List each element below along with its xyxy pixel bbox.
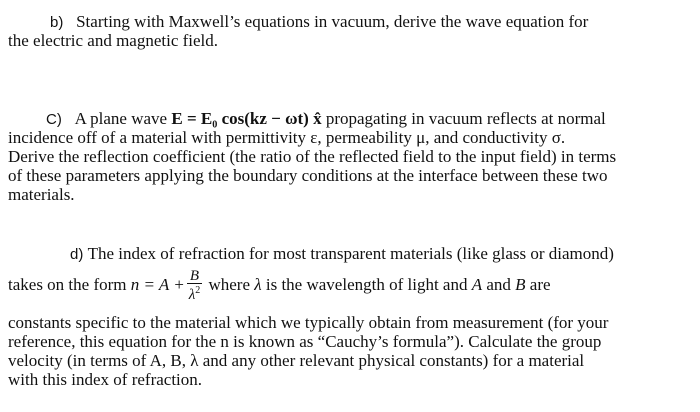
question-c-text-4: of these parameters applying the boundary conditions at the interface between these two xyxy=(8,166,608,185)
question-b xyxy=(8,12,692,50)
formula-where: where xyxy=(208,275,250,294)
question-d-text-1: The index of refraction for most transparent materials (like glass or diamond) xyxy=(87,244,614,263)
question-b-text-1: Starting with Maxwell’s equations in vacuum, derive the wave equation for xyxy=(76,12,589,31)
formula-prefix: takes on the form xyxy=(8,275,127,294)
question-b-label: b) xyxy=(50,14,64,31)
question-d-text-5: velocity (in terms of A, B, λ and any other relevant physical constants) for a material xyxy=(8,351,585,370)
question-c-text-2: incidence off of a material with permittivity ε, permeability μ, and conductivity σ. xyxy=(8,128,566,147)
question-c-intro: A plane wave xyxy=(74,109,168,128)
question-b-text-2: the electric and magnetic field. xyxy=(8,31,219,50)
formula-denominator xyxy=(187,284,203,302)
question-c-line-1 xyxy=(8,109,692,128)
formula-and: and xyxy=(486,275,511,294)
formula-numerator: B xyxy=(187,269,203,284)
question-d-line-1 xyxy=(8,244,692,263)
question-d-text-4: reference, this equation for the n is known as “Cauchy’s formula”). Calculate the group xyxy=(8,332,602,351)
formula-lhs: n = A + xyxy=(130,275,185,294)
question-c-text-5: materials. xyxy=(8,185,75,204)
question-c-label: C) xyxy=(46,111,62,128)
formula-are: are xyxy=(529,275,551,294)
question-c-equation: E = E₀ cos(kz − ωt) x̂ xyxy=(171,109,322,128)
question-d xyxy=(8,244,692,389)
question-d-text-6: with this index of refraction. xyxy=(8,370,203,389)
question-c-text-1: propagating in vacuum reflects at normal xyxy=(325,109,606,128)
formula-fraction xyxy=(187,269,203,302)
question-c xyxy=(8,109,692,204)
question-c-text-3: Derive the reflection coefficient (the ratio of the reflected field to the input field) in terms xyxy=(8,147,617,166)
formula-den-exponent: 2 xyxy=(195,284,201,296)
formula-den-symbol: λ xyxy=(188,286,196,303)
formula-wavelength-text: is the wavelength of light and xyxy=(265,275,468,294)
question-d-text-3: constants specific to the material which we typically obtain from measurement (for your xyxy=(8,313,609,332)
question-d-formula-line xyxy=(8,263,692,307)
question-d-label: d) xyxy=(70,246,84,263)
formula-lambda: λ xyxy=(254,275,262,294)
question-b-line-1 xyxy=(8,12,692,31)
formula-B: B xyxy=(515,275,526,294)
formula-A: A xyxy=(471,275,483,294)
